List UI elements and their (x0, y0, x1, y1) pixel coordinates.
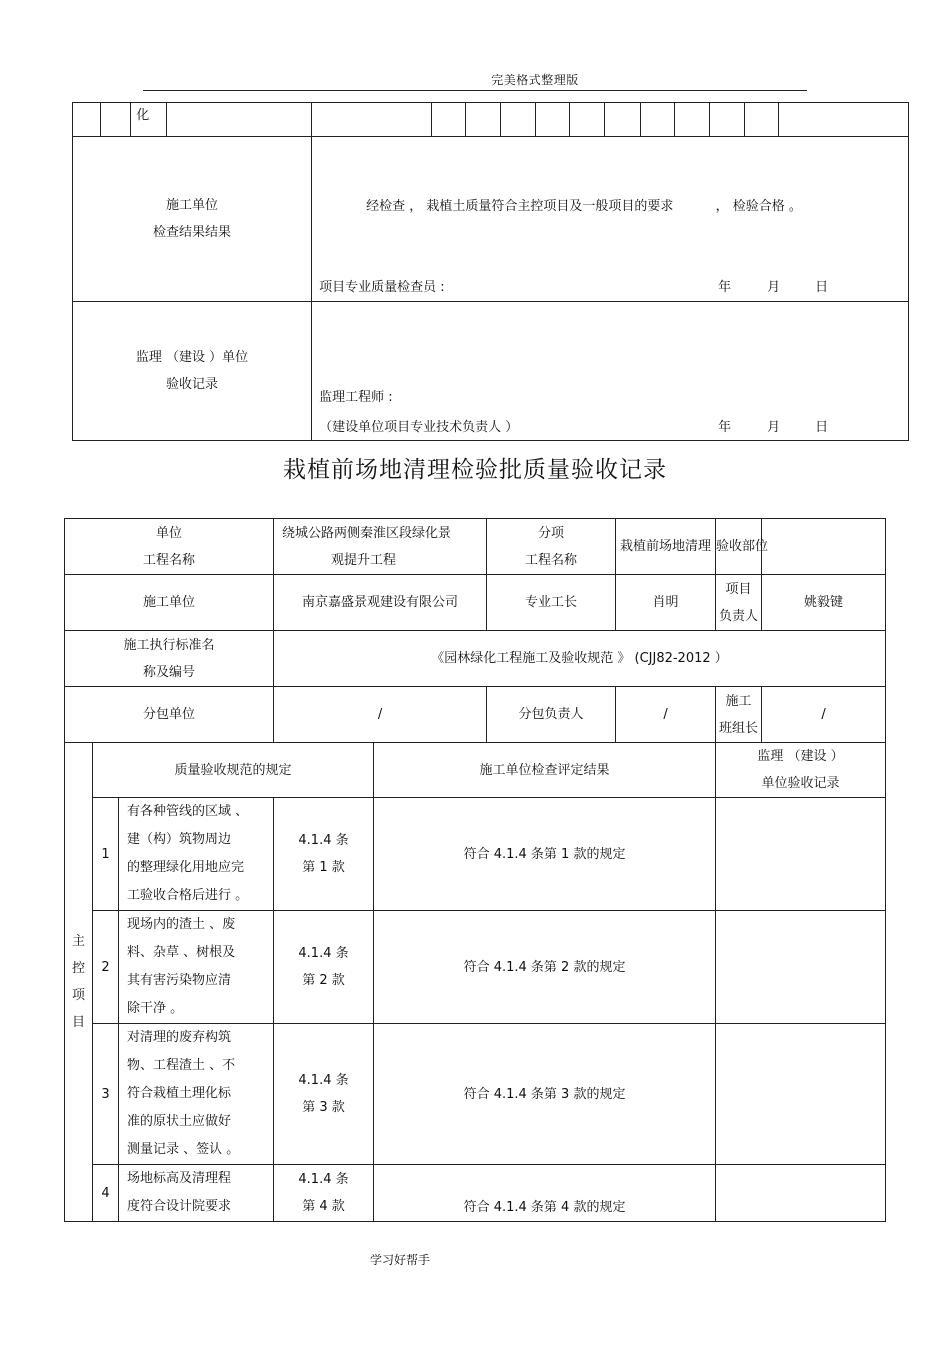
item-description (119, 1024, 274, 1165)
clause-line: 4.1.4 条 (298, 1172, 349, 1187)
desc-line: 的整理绿化用地应完 (127, 860, 245, 875)
standard-label (65, 631, 274, 687)
construction-result-content (312, 137, 909, 302)
fragment-cell (570, 103, 605, 137)
supervision-record-label (73, 302, 312, 441)
desc-line: 对清理的废弃构筑 (127, 1030, 232, 1045)
page-title: 栽植前场地清理检验批质量验收记录 (283, 457, 667, 483)
date-year: 年 (718, 420, 732, 435)
item-number: 2 (93, 911, 119, 1024)
fragment-cell (501, 103, 536, 137)
desc-line: 除干净 。 (127, 1001, 184, 1016)
fragment-cell (674, 103, 709, 137)
label-line: 称及编号 (142, 664, 195, 680)
unit-project-value (274, 519, 487, 575)
unit-project-label (65, 519, 274, 575)
label-line: 监理 （建设 ）单位 (135, 350, 249, 365)
form-row-standard (65, 631, 886, 687)
fragment-cell (465, 103, 500, 137)
pm-value: 姚毅键 (762, 575, 886, 631)
vertical-char: 目 (71, 1015, 85, 1030)
clause-line: 第 4 款 (302, 1199, 345, 1214)
label-line: 班组长 (719, 720, 759, 736)
col-spec-header: 质量验收规范的规定 (93, 743, 374, 798)
value-line: 观提升工程 (331, 552, 397, 568)
item-result: 符合 4.1.4 条第 4 款的规定 (374, 1165, 716, 1222)
table-row (65, 911, 886, 1024)
sub-manager-label: 分包负责人 (487, 687, 616, 743)
label-line: 工程名称 (142, 552, 195, 568)
item-description (119, 1165, 274, 1222)
clause-line: 第 3 款 (302, 1100, 345, 1115)
desc-line: 准的原状土应做好 (127, 1114, 232, 1129)
desc-line: 场地标高及清理程 (127, 1171, 232, 1186)
item-number: 3 (93, 1024, 119, 1165)
contractor-value: 南京嘉盛景观建设有限公司 (274, 575, 487, 631)
clause-line: 4.1.4 条 (298, 833, 349, 848)
desc-line: 建（构）筑物周边 (127, 832, 232, 847)
sub-project-value: 栽植前场地清理 (616, 519, 716, 575)
fragment-cell (779, 103, 909, 137)
col-supervision-header (716, 743, 886, 798)
fragment-cell (536, 103, 570, 137)
form-row-contractor (65, 575, 886, 631)
desc-line: 度符合设计院要求 (127, 1199, 232, 1214)
item-supervision-record (716, 911, 886, 1024)
fragment-cell (640, 103, 674, 137)
table-row (65, 1024, 886, 1165)
item-clause (274, 1165, 374, 1222)
engineer-label: 监理工程师 : (319, 390, 393, 405)
acceptance-part-label: 验收部位 (716, 519, 762, 575)
acceptance-part-value (762, 519, 886, 575)
vertical-char: 主 (71, 934, 85, 949)
clause-line: 4.1.4 条 (298, 1073, 349, 1088)
clause-line: 4.1.4 条 (298, 946, 349, 961)
items-header-row (65, 743, 886, 798)
desc-line: 测量记录 、签认 。 (127, 1142, 240, 1157)
inspector-label: 项目专业质量检查员 : (319, 280, 445, 295)
item-clause (274, 911, 374, 1024)
sub-project-label (487, 519, 616, 575)
label-line: 单位验收记录 (761, 776, 840, 791)
construction-result-label (73, 137, 312, 302)
acceptance-form (64, 518, 886, 1222)
label-line: 检查结果结果 (153, 225, 232, 240)
date-year: 年 (718, 280, 732, 295)
date-month: 月 (767, 420, 781, 435)
form-row-subcontract (65, 687, 886, 743)
foreman-label: 专业工长 (487, 575, 616, 631)
item-supervision-record (716, 1165, 886, 1222)
label-line: 施工单位 (166, 198, 219, 213)
sub-manager-value: / (616, 687, 716, 743)
team-leader-label (716, 687, 762, 743)
owner-label: （建设单位项目专业技术负责人 ） (319, 420, 519, 435)
fragment-cell (101, 103, 131, 137)
form-row-project (65, 519, 886, 575)
main-control-label (65, 743, 93, 1222)
label-line: 施工执行标准名 (123, 637, 215, 653)
fragment-cell (73, 103, 101, 137)
supervision-record-content (312, 302, 909, 441)
date-day: 日 (815, 280, 829, 295)
clause-line: 第 2 款 (302, 973, 345, 988)
item-description (119, 911, 274, 1024)
fragment-cell (709, 103, 744, 137)
desc-line: 现场内的渣土 、废 (127, 917, 236, 932)
desc-line: 其有害污染物应清 (127, 973, 232, 988)
label-line: 施工 (725, 693, 752, 709)
label-line: 单位 (155, 525, 182, 541)
value-line: 绕城公路两侧秦淮区段绿化景 (282, 525, 452, 541)
clause-line: 第 1 款 (302, 860, 345, 875)
label-line: 验收记录 (166, 377, 219, 392)
pm-label (716, 575, 762, 631)
fragment-cell (167, 103, 312, 137)
construction-result-row (73, 137, 909, 302)
item-supervision-record (716, 1024, 886, 1165)
fragment-cell (431, 103, 465, 137)
header-rule (143, 90, 807, 91)
desc-line: 有各种管线的区域 、 (127, 804, 249, 819)
item-result: 符合 4.1.4 条第 3 款的规定 (374, 1024, 716, 1165)
fragment-cell (745, 103, 779, 137)
vertical-char: 项 (71, 988, 85, 1003)
item-clause (274, 798, 374, 911)
result-text: 经检查 ， 栽植土质量符合主控项目及一般项目的要求 ， 检验合格 。 (366, 199, 802, 214)
fragment-cell (605, 103, 640, 137)
desc-line: 物、工程渣土 、不 (127, 1058, 236, 1073)
label-line: 负责人 (719, 608, 759, 624)
label-line: 分项 (538, 525, 565, 541)
desc-line: 符合栽植土理化标 (127, 1086, 232, 1101)
item-number: 1 (93, 798, 119, 911)
item-clause (274, 1024, 374, 1165)
date-day: 日 (815, 420, 829, 435)
item-result: 符合 4.1.4 条第 1 款的规定 (374, 798, 716, 911)
footer-text: 学习好帮手 (369, 1253, 430, 1267)
subcontractor-value: / (274, 687, 487, 743)
subcontractor-label: 分包单位 (65, 687, 274, 743)
desc-line: 工验收合格后进行 。 (127, 888, 249, 903)
label-line: 工程名称 (525, 552, 578, 568)
supervision-record-row (73, 302, 909, 441)
desc-line: 料、杂草 、树根及 (127, 945, 236, 960)
item-number: 4 (93, 1165, 119, 1222)
top-table (72, 102, 909, 441)
team-leader-value: / (762, 687, 886, 743)
date-month: 月 (767, 280, 781, 295)
foreman-value: 肖明 (616, 575, 716, 631)
table-row (65, 798, 886, 911)
table-row (65, 1165, 886, 1222)
fragment-label: 化 (131, 103, 167, 137)
fragment-cell (312, 103, 432, 137)
vertical-char: 控 (71, 961, 85, 976)
label-line: 监理 （建设 ） (757, 749, 844, 764)
page-footer (0, 1251, 950, 1268)
page-header (0, 71, 950, 88)
fragment-row (73, 103, 909, 137)
label-line: 项目 (725, 581, 752, 597)
item-result: 符合 4.1.4 条第 2 款的规定 (374, 911, 716, 1024)
header-title: 完美格式整理版 (491, 73, 579, 87)
contractor-label: 施工单位 (65, 575, 274, 631)
col-result-header: 施工单位检查评定结果 (374, 743, 716, 798)
item-supervision-record (716, 798, 886, 911)
item-description (119, 798, 274, 911)
standard-value: 《园林绿化工程施工及验收规范 》 (CJJ82-2012 ） (274, 631, 886, 687)
